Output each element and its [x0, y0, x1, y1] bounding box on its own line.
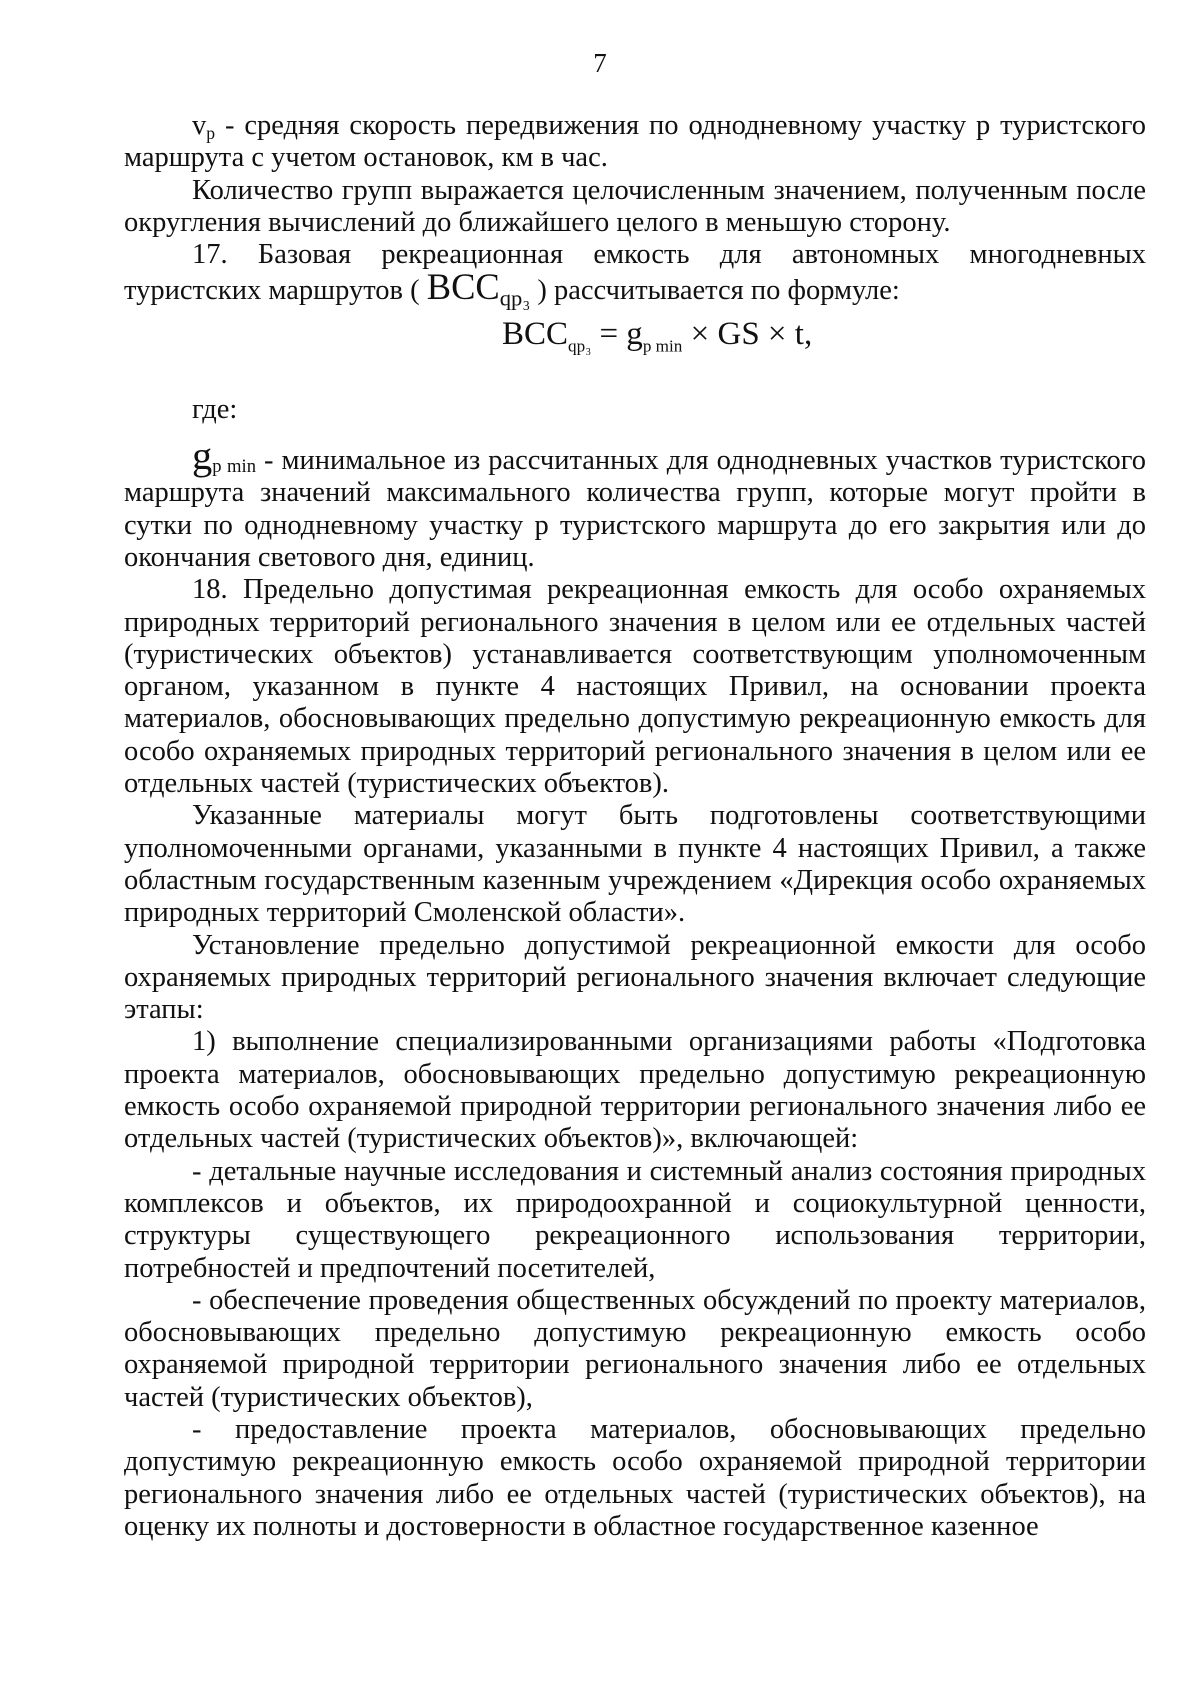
bcc-formula: $BCC_{qр_3} = g_{p min}$ × GS × t, [502, 315, 813, 356]
list-item-public-discussion: - обеспечение проведения общественных обсуждений по проекту материалов, обосновывающих предельно допустимую рекреационную емкость особо охраняемой природной территории регионального значения либо ее отдельных частей (туристических объектов), [124, 1284, 1146, 1413]
list-item-submission: - предоставление проекта материалов, обосновывающих предельно допустимую рекреационную емкость особо охраняемой природной территории регионального значения либо ее отдельных частей (туристических объектов), на оценку их полноты и достоверности в областное государственное казенное [124, 1413, 1146, 1542]
paragraph-materials: Указанные материалы могут быть подготовлены соответствующими уполномоченными органами, указанными в пункте 4 настоящих Привил, а также областным государственным казенным учреждением «Дирекция особо охраняемых природных территорий Смоленской области». [124, 800, 1146, 929]
paragraph-step-1: 1) выполнение специализированными организациями работы «Подготовка проекта материалов, обосновывающих предельно допустимую рекреационную емкость особо охраняемой природной территории регионального значения либо ее отдельных частей (туристических объектов)», включающей: [124, 1026, 1146, 1155]
list-item-research: - детальные научные исследования и системный анализ состояния природных комплексов и объектов, их природоохранной и социокультурной ценности, структуры существующего рекреационного использования территории, потребностей и предпочтений посетителей, [124, 1155, 1146, 1284]
formula-block [124, 308, 1146, 366]
paragraph-vp-definition: $v_p$ - средняя скорость передвижения по однодневному участку р туристского маршрута с учетом остановок, км в час. [124, 110, 1146, 174]
vp-symbol: $v_p$ [192, 110, 216, 143]
document-body [124, 110, 1146, 1543]
paragraph-17: 17. Базовая рекреационная емкость для автономных многодневных туристских маршрутов ( $BCC_{qр_3}$ ) рассчитывается по формуле: [124, 239, 1146, 311]
where-label: где: [192, 393, 238, 425]
gpmin-symbol: $g_{p min}$ [192, 433, 257, 479]
bcc-symbol: $BCC_{qр_3}$ [426, 266, 531, 311]
page-number: 7 [593, 48, 607, 78]
paragraph-gpmin-definition: $g_{p min}$ - минимальное из рассчитанных для однодневных участков туристского маршрута значений максимального количества групп, которые могут пройти в сутки по однодневному участку р туристского маршрута до его закрытия или до окончания светового дня, единиц. [124, 433, 1146, 573]
paragraph-18: 18. Предельно допустимая рекреационная емкость для особо охраняемых природных территорий регионального значения в целом или ее отдельных частей (туристических объектов) устанавливается соответствующим уполномоченным органом, указанном в пункте 4 настоящих Привил, на основании проекта материалов, обосновывающих предельно допустимую рекреационную емкость для особо охраняемых природных территорий регионального значения в целом или ее отдельных частей (туристических объектов). [124, 574, 1146, 800]
paragraph-stages: Установление предельно допустимой рекреационной емкости для особо охраняемых природных территорий регионального значения включает следующие этапы: [124, 929, 1146, 1026]
paragraph-group-count: Количество групп выражается целочисленным значением, полученным после округления вычислений до ближайшего целого в меньшую сторону. [124, 174, 1146, 238]
